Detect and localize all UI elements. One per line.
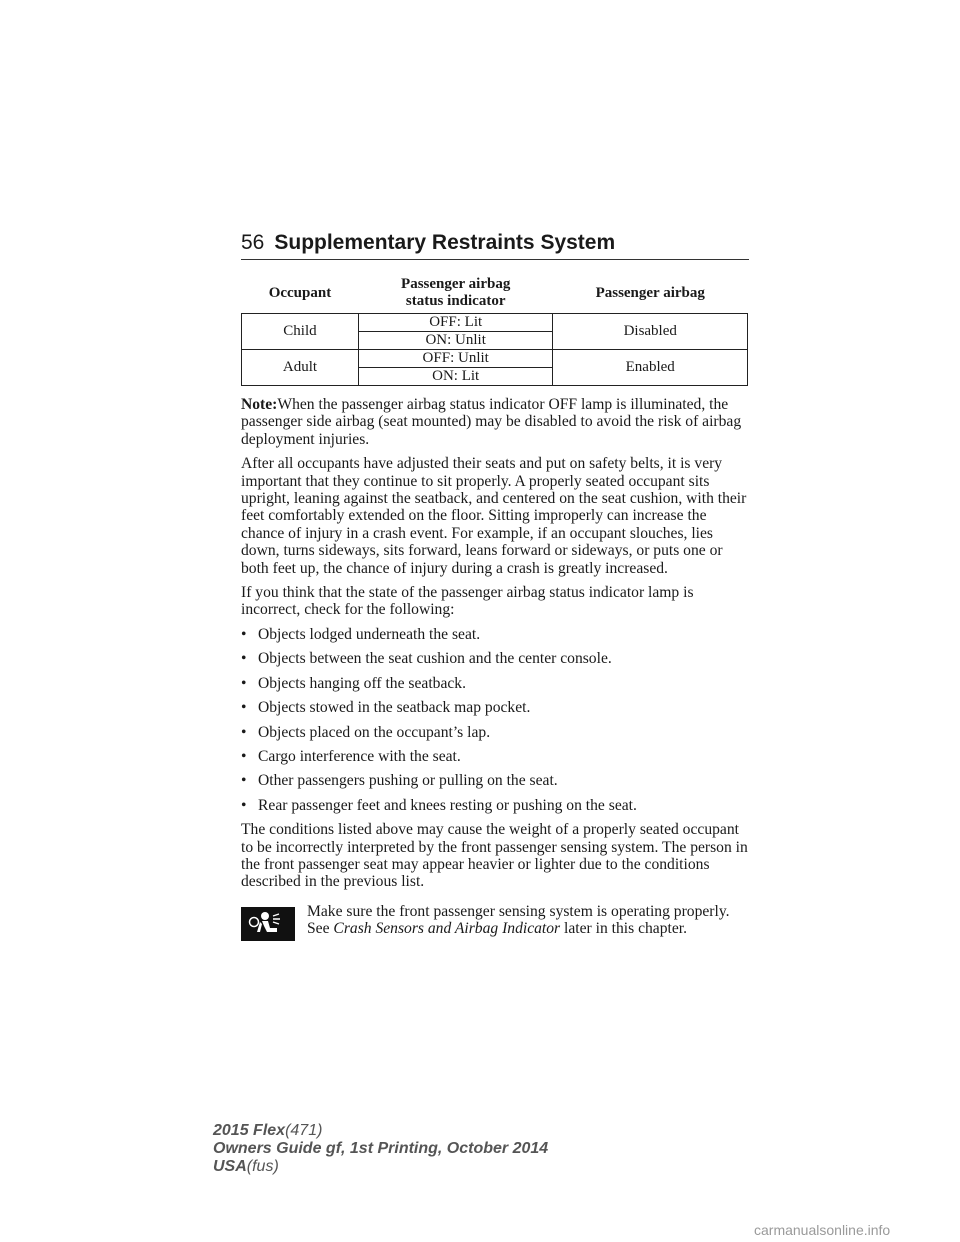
list-item	[241, 699, 751, 716]
list-item-text: Objects hanging off the seatback.	[258, 674, 466, 692]
bullet-dot: •	[241, 625, 247, 643]
page-footer	[213, 1122, 548, 1176]
warning-block	[241, 903, 751, 941]
paragraph-check: If you think that the state of the passenger airbag status indicator lamp is incorrect, check for the following:	[241, 584, 694, 619]
page-number: 56	[241, 231, 265, 254]
list-item	[241, 797, 751, 814]
cell-airbag: Enabled	[553, 350, 748, 386]
bullet-dot: •	[241, 650, 247, 668]
bullet-dot: •	[241, 772, 247, 790]
list-item	[241, 626, 751, 643]
footer-line-guide: Owners Guide gf, 1st Printing, October 2014	[213, 1140, 549, 1157]
table-row	[242, 314, 748, 332]
table-header-row	[242, 273, 748, 314]
warning-text-before: Make sure the front passenger sensing system is operating properly. See	[307, 902, 730, 938]
list-item-text: Objects lodged underneath the seat.	[258, 625, 481, 643]
bullet-dot: •	[241, 796, 247, 814]
list-item-text: Rear passenger feet and knees resting or pushing on the seat.	[258, 796, 637, 814]
list-item-text: Objects between the seat cushion and the center console.	[258, 650, 612, 668]
airbag-seated-person-icon	[241, 907, 295, 941]
table-row	[242, 350, 748, 368]
cell-indicator-on: ON: Unlit	[358, 332, 553, 350]
list-item-text: Objects stowed in the seatback map pocket.	[258, 699, 531, 717]
note-paragraph	[241, 396, 751, 448]
list-item	[241, 724, 751, 741]
airbag-seated-person-icon-graphic	[248, 910, 288, 938]
col-header-occupant: Occupant	[242, 273, 359, 314]
crash-sensors-reference: Crash Sensors and Airbag Indicator	[333, 920, 561, 938]
list-item-text: Cargo interference with the seat.	[258, 747, 461, 765]
footer-model: 2015 Flex	[213, 1122, 286, 1139]
list-item	[241, 650, 751, 667]
footer-market: USA	[213, 1158, 247, 1175]
page-header	[241, 230, 749, 260]
warning-text	[307, 903, 751, 941]
note-text: When the passenger airbag status indicator OFF lamp is illuminated, the passenger side airbag (seat mounted) may be disabled to avoid the risk of airbag deployment injuries.	[241, 396, 742, 448]
warning-text-after: later in this chapter.	[560, 920, 688, 938]
col-header-airbag: Passenger airbag	[553, 273, 748, 314]
cell-indicator-off: OFF: Lit	[358, 314, 553, 332]
body-content	[241, 396, 751, 941]
bullet-dot: •	[241, 699, 247, 717]
site-watermark: carmanualsonline.info	[754, 1222, 891, 1238]
bullet-list	[241, 626, 751, 814]
cell-occupant: Child	[242, 314, 359, 350]
bullet-dot: •	[241, 747, 247, 765]
paragraph-sitting: After all occupants have adjusted their seats and put on safety belts, it is very important that they continue to sit properly. A properly seated occupant sits upright, leaning against the seatback, and centered on the seat cushion, with their feet comfortably extended on the floor. Sitting improperly can increase the chance of injury in a crash event. For example, if an occupant slouches, lies down, turns sideways, sits forward, leans forward or sideways, or puts one or both feet up, the chance of injury during a crash is greatly increased.	[241, 455, 747, 577]
col-header-indicator	[358, 273, 553, 314]
list-item	[241, 772, 751, 789]
list-item	[241, 675, 751, 692]
bullet-dot: •	[241, 723, 247, 741]
footer-model-code: (471)	[285, 1122, 323, 1139]
footer-line-market	[213, 1158, 548, 1176]
cell-airbag: Disabled	[553, 314, 748, 350]
section-title: Supplementary Restraints System	[274, 231, 616, 254]
cell-indicator-off: OFF: Unlit	[358, 350, 553, 368]
cell-indicator-on: ON: Lit	[358, 368, 553, 386]
paragraph-conditions: The conditions listed above may cause the weight of a properly seated occupant to be incorrectly interpreted by the front passenger sensing system. The person in the front passenger seat may appear heavier or lighter due to the conditions described in the previous list.	[241, 821, 748, 891]
list-item-text: Other passengers pushing or pulling on the seat.	[258, 772, 558, 790]
col-header-indicator-line1: Passenger airbag	[401, 276, 511, 292]
col-header-indicator-line2: status indicator	[405, 293, 506, 309]
bullet-dot: •	[241, 674, 247, 692]
footer-line-model	[213, 1122, 548, 1140]
list-item-text: Objects placed on the occupant’s lap.	[258, 723, 491, 741]
airbag-status-table	[241, 273, 748, 386]
cell-occupant: Adult	[242, 350, 359, 386]
footer-market-code: (fus)	[246, 1158, 279, 1175]
note-label: Note:	[241, 396, 278, 413]
list-item	[241, 748, 751, 765]
